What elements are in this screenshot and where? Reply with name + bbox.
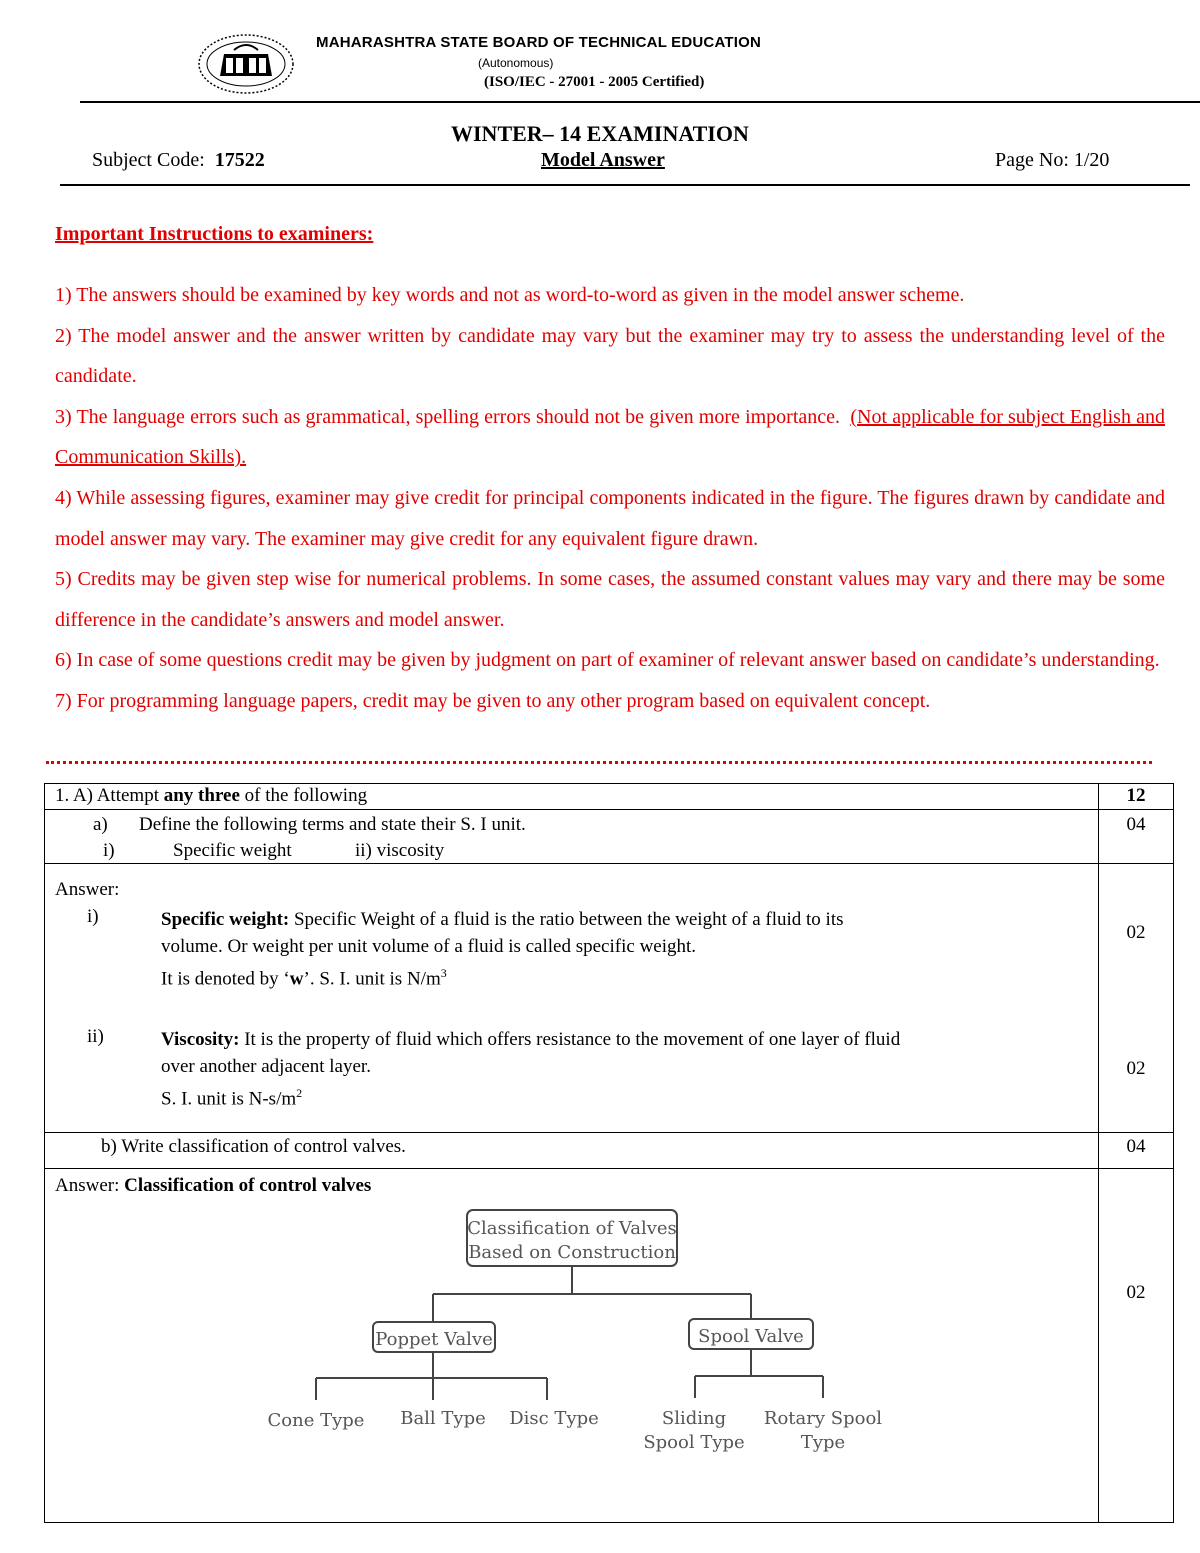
answer-label: Answer: [55, 879, 120, 900]
question-1-heading: 1. A) Attempt any three of the following [55, 785, 368, 806]
dotted-separator [46, 761, 1152, 764]
answer-ii-number: ii) [87, 1026, 104, 1047]
subheader-rule [60, 184, 1190, 186]
valve-classification-diagram [265, 1204, 945, 1484]
question-b-text: b) Write classification of control valves. [101, 1136, 406, 1157]
question-a-ii-term: ii) viscosity [355, 840, 445, 861]
question-b-marks: 04 [1126, 1136, 1146, 1157]
question-a-marks: 04 [1126, 814, 1146, 835]
viscosity-marks: 02 [1126, 1058, 1146, 1079]
ball-type-label: Ball Type [400, 1408, 486, 1429]
instruction-2: 2) The model answer and the answer written by candidate may vary but the examiner may try to assess the understanding level of the candidate. [55, 324, 1165, 388]
sliding-spool-line-2: Spool Type [643, 1432, 745, 1453]
answer-i-number: i) [87, 906, 99, 927]
model-answer-title: Model Answer [541, 149, 665, 171]
answer-table [44, 783, 1174, 1523]
root-node-line-1: Classification of Valves [467, 1218, 677, 1239]
specific-weight-marks: 02 [1126, 922, 1146, 943]
viscosity-definition: Viscosity: It is the property of fluid which offers resistance to the movement of one layer of fluid over another adjacent layer. S. I. unit is $N-s/m^2$ [161, 1029, 901, 1110]
question-a-i-number: i) [103, 840, 115, 861]
instruction-7: 7) For programming language papers, credit may be given to any other program based on equivalent concept. [55, 689, 931, 712]
autonomous-label: (Autonomous) [478, 56, 554, 70]
root-node-line-2: Based on Construction [468, 1242, 676, 1263]
instructions-title: Important Instructions to examiners: [55, 223, 374, 245]
board-name: MAHARASHTRA STATE BOARD OF TECHNICAL EDUCATION [316, 34, 762, 51]
rotary-spool-line-2: Type [800, 1432, 846, 1453]
page-number: Page No: 1/20 [995, 149, 1110, 171]
iso-certification: (ISO/IEC - 27001 - 2005 Certified) [484, 74, 705, 90]
question-a-i-term: Specific weight [173, 840, 292, 861]
spool-valve-label: Spool Valve [698, 1326, 804, 1347]
instruction-4: 4) While assessing figures, examiner may give credit for principal components indicated in the figure. The figures drawn by candidate and model answer may vary. The examiner may give credit for any equivalent figure drawn. [55, 486, 1165, 550]
instruction-6: 6) In case of some questions credit may be given by judgment on part of examiner of relevant answer based on candidate’s understanding. [55, 649, 1160, 672]
instructions-list [55, 275, 1165, 722]
question-1-marks: 12 [1126, 785, 1146, 806]
answer-b-marks: 02 [1126, 1282, 1146, 1303]
instruction-1: 1) The answers should be examined by key words and not as word-to-word as given in the model answer scheme. [55, 284, 965, 306]
exam-title: WINTER– 14 EXAMINATION [451, 121, 749, 146]
rotary-spool-line-1: Rotary Spool [763, 1408, 883, 1429]
instruction-5: 5) Credits may be given step wise for numerical problems. In some cases, the assumed constant values may vary and there may be some difference in the candidate’s answers and model answer. [55, 568, 1165, 631]
cone-type-label: Cone Type [267, 1410, 365, 1431]
disc-type-label: Disc Type [509, 1408, 599, 1429]
msbte-logo [196, 32, 296, 96]
question-a-text: Define the following terms and state their S. I unit. [139, 814, 526, 835]
answer-b-heading: Answer: Classification of control valves [55, 1175, 372, 1196]
sliding-spool-line-1: Sliding [661, 1408, 727, 1429]
subject-code: Subject Code: 17522 [92, 149, 265, 171]
poppet-valve-label: Poppet Valve [375, 1329, 493, 1350]
instruction-3: 3) The language errors such as grammatical, spelling errors should not be given more importance. (Not applicable for subject English and Communication Skills). [55, 405, 1165, 469]
question-a-letter: a) [93, 814, 108, 835]
header-rule [80, 101, 1200, 103]
specific-weight-definition: Specific weight: Specific Weight of a fluid is the ratio between the weight of a fluid to its volume. Or weight per unit volume of a fluid is called specific weight. It is denoted by ‘w’. S. I. unit is $N/m^3$ [161, 909, 844, 990]
